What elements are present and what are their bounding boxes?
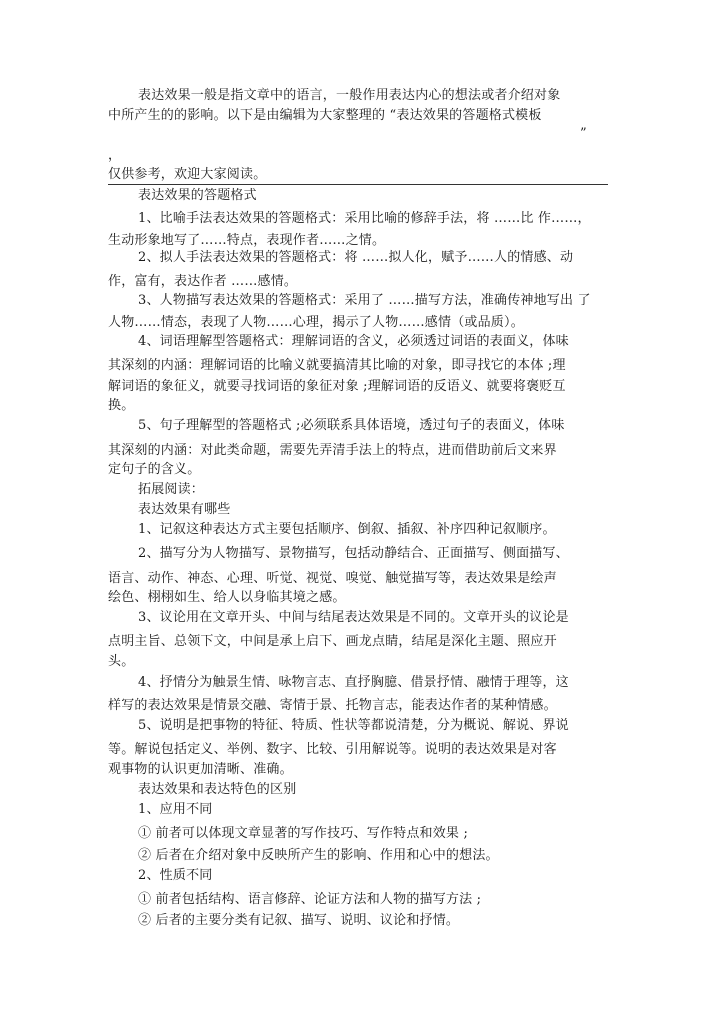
- section1-title: 表达效果的答题格式: [138, 188, 257, 203]
- s2-p3-line2: 点明主旨、总领下文，中间是承上启下、画龙点睛，结尾是深化主题、照应开: [108, 634, 557, 649]
- s1-item3-line1: 3、人物描写表达效果的答题格式：采用了 ……描写方法，准确传神地写出 了: [138, 293, 591, 308]
- s2-p5-line2: 等。解说包括定义、举例、数字、比较、引用解说等。说明的表达效果是对客: [108, 742, 557, 757]
- s2-p4-line2: 样写的表达效果是情景交融、寄情于景、托物言志，能表达作者的某种情感。: [108, 698, 557, 713]
- s1-item5-line2: 其深刻的内涵：对此类命题，需要先弄清手法上的特点，进而借助前后文来界: [108, 443, 557, 458]
- s2-p3-line3: 头。: [108, 654, 135, 669]
- s2-p2-line3: 绘色、栩栩如生、给人以身临其境之感。: [108, 590, 346, 605]
- s3-sub1-point-a: ① 前者可以体现文章显著的写作技巧、写作特点和效果 ;: [138, 826, 469, 841]
- section2-title: 表达效果有哪些: [138, 502, 231, 517]
- intro-quote-close: ”: [580, 126, 587, 141]
- section3-title: 表达效果和表达特色的区别: [138, 782, 297, 797]
- s2-p5-line3: 观事物的认识更加清晰、准确。: [108, 762, 293, 777]
- s3-sub2-point-a: ① 前者包括结构、语言修辞、论证方法和人物的描写方法 ;: [138, 892, 482, 907]
- s1-item1-line1: 1、比喻手法表达效果的答题格式：采用比喻的修辞手法，将 ……比 作……，: [138, 211, 591, 226]
- intro-line-2: 中所产生的的影响。以下是由编辑为大家整理的 “表达效果的答题格式模板: [108, 108, 542, 123]
- s2-p5-line1: 5、说明是把事物的特征、特质、性状等都说清楚，分为概说、解说、界说: [138, 718, 569, 733]
- s1-item4-line4: 换。: [108, 398, 135, 413]
- header-divider: [108, 184, 608, 185]
- s3-sub1-heading: 1、应用不同: [138, 802, 213, 817]
- intro-line-1: 表达效果一般是指文章中的语言，一般作用表达内心的想法或者介绍对象: [138, 88, 561, 103]
- s1-item2-line1: 2、拟人手法表达效果的答题格式：将 ……拟人化，赋予……人的情感、动: [138, 250, 574, 265]
- s2-p1-line1: 1、记叙这种表达方式主要包括顺序、倒叙、插叙、补序四种记叙顺序。: [138, 522, 556, 537]
- s1-item4-line1: 4、词语理解型答题格式：理解词语的含义，必须透过词语的表面义，体味: [138, 334, 569, 349]
- s2-p4-line1: 4、抒情分为触景生情、咏物言志、直抒胸臆、借景抒情、融情于理等，这: [138, 675, 569, 690]
- intro-comma: ，: [108, 148, 122, 163]
- s3-sub2-heading: 2、性质不同: [138, 868, 213, 883]
- s2-p3-line1: 3、议论用在文章开头、中间与结尾表达效果是不同的。文章开头的议论是: [138, 610, 569, 625]
- s2-p2-line1: 2、描写分为人物描写、景物描写，包括动静结合、正面描写、侧面描写、: [138, 546, 569, 561]
- s1-item5-line1: 5、句子理解型的答题格式 ;必须联系具体语境，透过句子的表面义，体味: [138, 418, 565, 433]
- s1-item5-line3: 定句子的含义。: [108, 462, 201, 477]
- s1-item2-line2: 作，富有，表达作者 ……感情。: [108, 274, 298, 289]
- intro-line-3: 仅供参考，欢迎大家阅读。: [108, 167, 267, 182]
- s3-sub1-point-b: ② 后者在介绍对象中反映所产生的影响、作用和心中的想法。: [138, 848, 499, 863]
- section2-label: 拓展阅读：: [138, 482, 205, 497]
- s2-p2-line2: 语言、动作、神态、心理、听觉、视觉、嗅觉、触觉描写等，表达效果是绘声: [108, 571, 557, 586]
- s1-item4-line3: 解词语的象征义，就要寻找词语的象征对象 ;理解词语的反语义、就要将褒贬互: [108, 379, 566, 394]
- s1-item3-line2: 人物……情态，表现了人物……心理，揭示了人物……感情（或品质）。: [108, 315, 524, 330]
- s1-item1-line2: 生动形象地写了……特点，表现作者……之情。: [108, 233, 386, 248]
- s3-sub2-point-b: ② 后者的主要分类有记叙、描写、说明、议论和抒情。: [138, 913, 460, 928]
- s1-item4-line2: 其深刻的内涵：理解词语的比喻义就要搞清其比喻的对象，即寻找它的本体 ;理: [108, 358, 566, 373]
